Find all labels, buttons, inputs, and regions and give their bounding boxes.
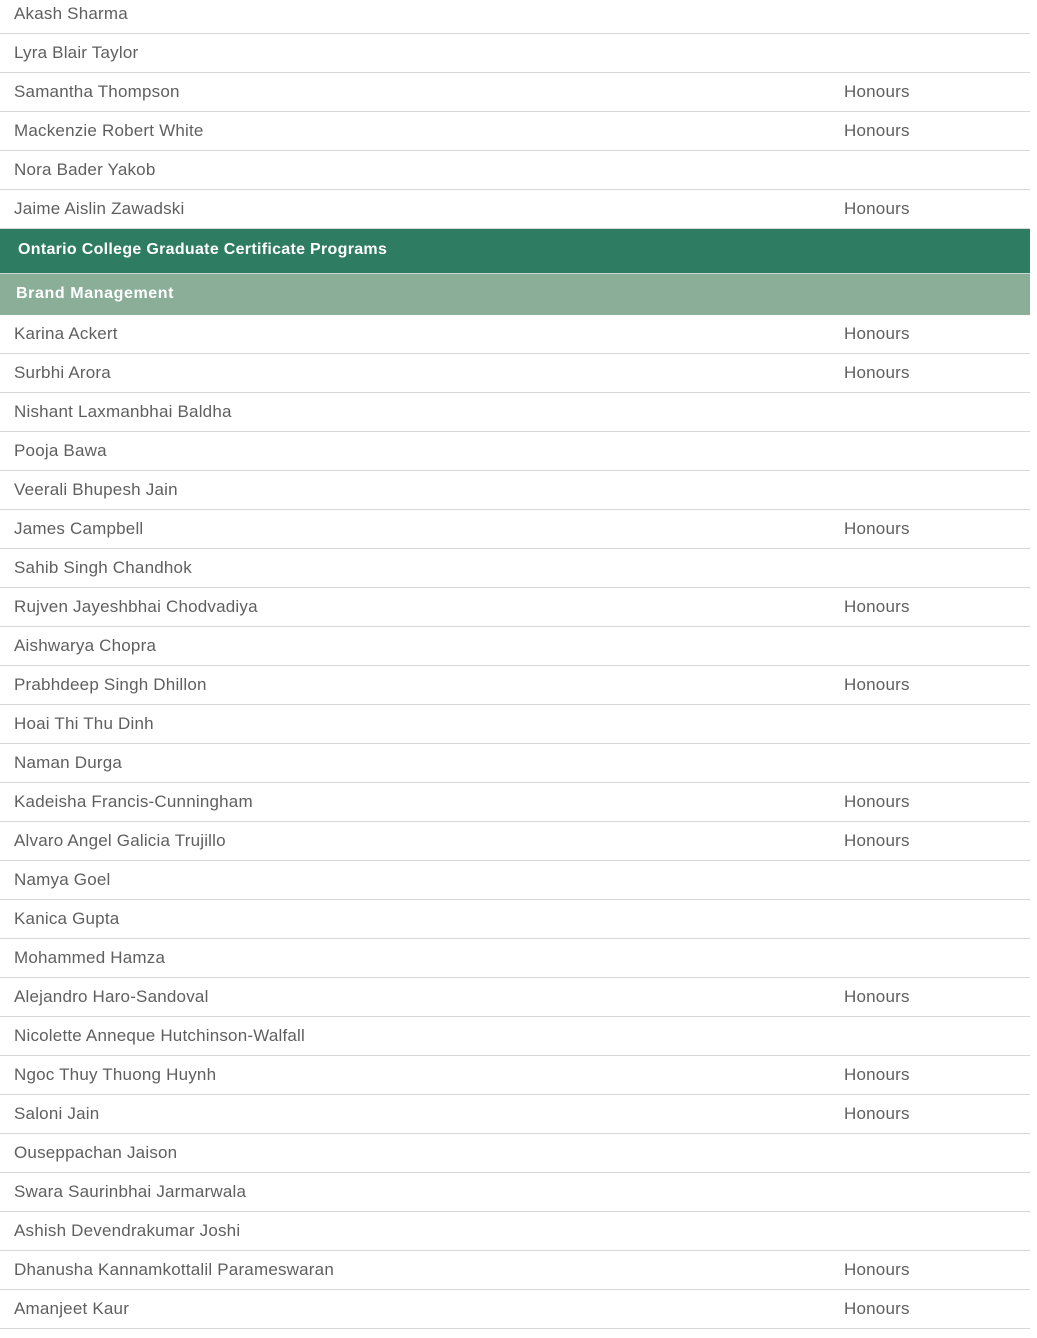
- graduate-name: Nicolette Anneque Hutchinson-Walfall: [14, 1026, 306, 1045]
- graduate-name: Swara Saurinbhai Jarmarwala: [14, 1182, 247, 1201]
- list-item: [0, 1134, 1030, 1173]
- honours-status: Honours: [844, 675, 910, 694]
- graduate-name: Jaime Aislin Zawadski: [14, 199, 185, 218]
- list-item: [0, 588, 1030, 627]
- graduate-name: Namya Goel: [14, 870, 111, 889]
- list-item: [0, 549, 1030, 588]
- graduate-name: Prabhdeep Singh Dhillon: [14, 675, 207, 694]
- honours-status: Honours: [844, 363, 910, 382]
- graduate-name: Mohammed Hamza: [14, 948, 166, 967]
- honours-status: Honours: [844, 987, 910, 1006]
- list-item: [0, 151, 1030, 190]
- list-item: [0, 978, 1030, 1017]
- honours-status: Honours: [844, 1260, 910, 1279]
- list-item: [0, 861, 1030, 900]
- graduate-name: Kanica Gupta: [14, 909, 120, 928]
- graduate-name: Lyra Blair Taylor: [14, 43, 139, 62]
- graduate-name: Aishwarya Chopra: [14, 636, 157, 655]
- honours-status: Honours: [844, 121, 910, 140]
- program-header: Brand Management: [0, 273, 1030, 315]
- graduate-name: Hoai Thi Thu Dinh: [14, 714, 154, 733]
- list-item: [0, 190, 1030, 229]
- graduate-name: Rujven Jayeshbhai Chodvadiya: [14, 597, 258, 616]
- graduate-name: Saloni Jain: [14, 1104, 100, 1123]
- graduate-name: Alejandro Haro-Sandoval: [14, 987, 209, 1006]
- graduate-name: Nishant Laxmanbhai Baldha: [14, 402, 232, 421]
- honours-status: Honours: [844, 1299, 910, 1318]
- honours-status: Honours: [844, 792, 910, 811]
- graduate-name: James Campbell: [14, 519, 144, 538]
- graduate-name: Nora Bader Yakob: [14, 160, 156, 179]
- list-item: [0, 510, 1030, 549]
- list-item: [0, 1251, 1030, 1290]
- list-item: [0, 0, 1030, 34]
- honours-status: Honours: [844, 199, 910, 218]
- list-item: [0, 112, 1030, 151]
- list-item: [0, 315, 1030, 354]
- graduate-name: Alvaro Angel Galicia Trujillo: [14, 831, 226, 850]
- graduate-name: Dhanusha Kannamkottalil Parameswaran: [14, 1260, 334, 1279]
- list-item: [0, 783, 1030, 822]
- graduate-name: Ngoc Thuy Thuong Huynh: [14, 1065, 217, 1084]
- list-item: [0, 705, 1030, 744]
- graduate-name: Ouseppachan Jaison: [14, 1143, 178, 1162]
- honours-status: Honours: [844, 597, 910, 616]
- graduate-name: Veerali Bhupesh Jain: [14, 480, 178, 499]
- list-item: [0, 666, 1030, 705]
- list-item: [0, 73, 1030, 112]
- honours-status: Honours: [844, 324, 910, 343]
- honours-status: Honours: [844, 1065, 910, 1084]
- list-item: [0, 1212, 1030, 1251]
- list-item: [0, 471, 1030, 510]
- graduate-name: Amanjeet Kaur: [14, 1299, 130, 1318]
- graduate-name: Samantha Thompson: [14, 82, 180, 101]
- list-item: [0, 1095, 1030, 1134]
- list-item: [0, 627, 1030, 666]
- list-item: [0, 34, 1030, 73]
- list-item: [0, 393, 1030, 432]
- list-item: [0, 432, 1030, 471]
- honours-status: Honours: [844, 1104, 910, 1123]
- graduate-name: Akash Sharma: [14, 4, 128, 23]
- graduate-name: Naman Durga: [14, 753, 123, 772]
- honours-status: Honours: [844, 82, 910, 101]
- list-item: [0, 900, 1030, 939]
- graduate-name: Sahib Singh Chandhok: [14, 558, 192, 577]
- list-item: [0, 1056, 1030, 1095]
- graduate-name: Ashish Devendrakumar Joshi: [14, 1221, 241, 1240]
- honours-status: Honours: [844, 831, 910, 850]
- list-item: [0, 1290, 1030, 1329]
- list-item: [0, 744, 1030, 783]
- graduate-name: Surbhi Arora: [14, 363, 111, 382]
- graduate-name: Kadeisha Francis-Cunningham: [14, 792, 253, 811]
- list-item: [0, 939, 1030, 978]
- top-rows: [0, 0, 1030, 229]
- graduate-name: Mackenzie Robert White: [14, 121, 204, 140]
- list-item: [0, 354, 1030, 393]
- graduate-name: Pooja Bawa: [14, 441, 107, 460]
- list-item: [0, 1173, 1030, 1212]
- list-item: [0, 822, 1030, 861]
- section-header: Ontario College Graduate Certificate Programs: [0, 229, 1030, 273]
- graduate-name: Karina Ackert: [14, 324, 118, 343]
- honours-status: Honours: [844, 519, 910, 538]
- program-rows: [0, 315, 1030, 1329]
- list-item: [0, 1017, 1030, 1056]
